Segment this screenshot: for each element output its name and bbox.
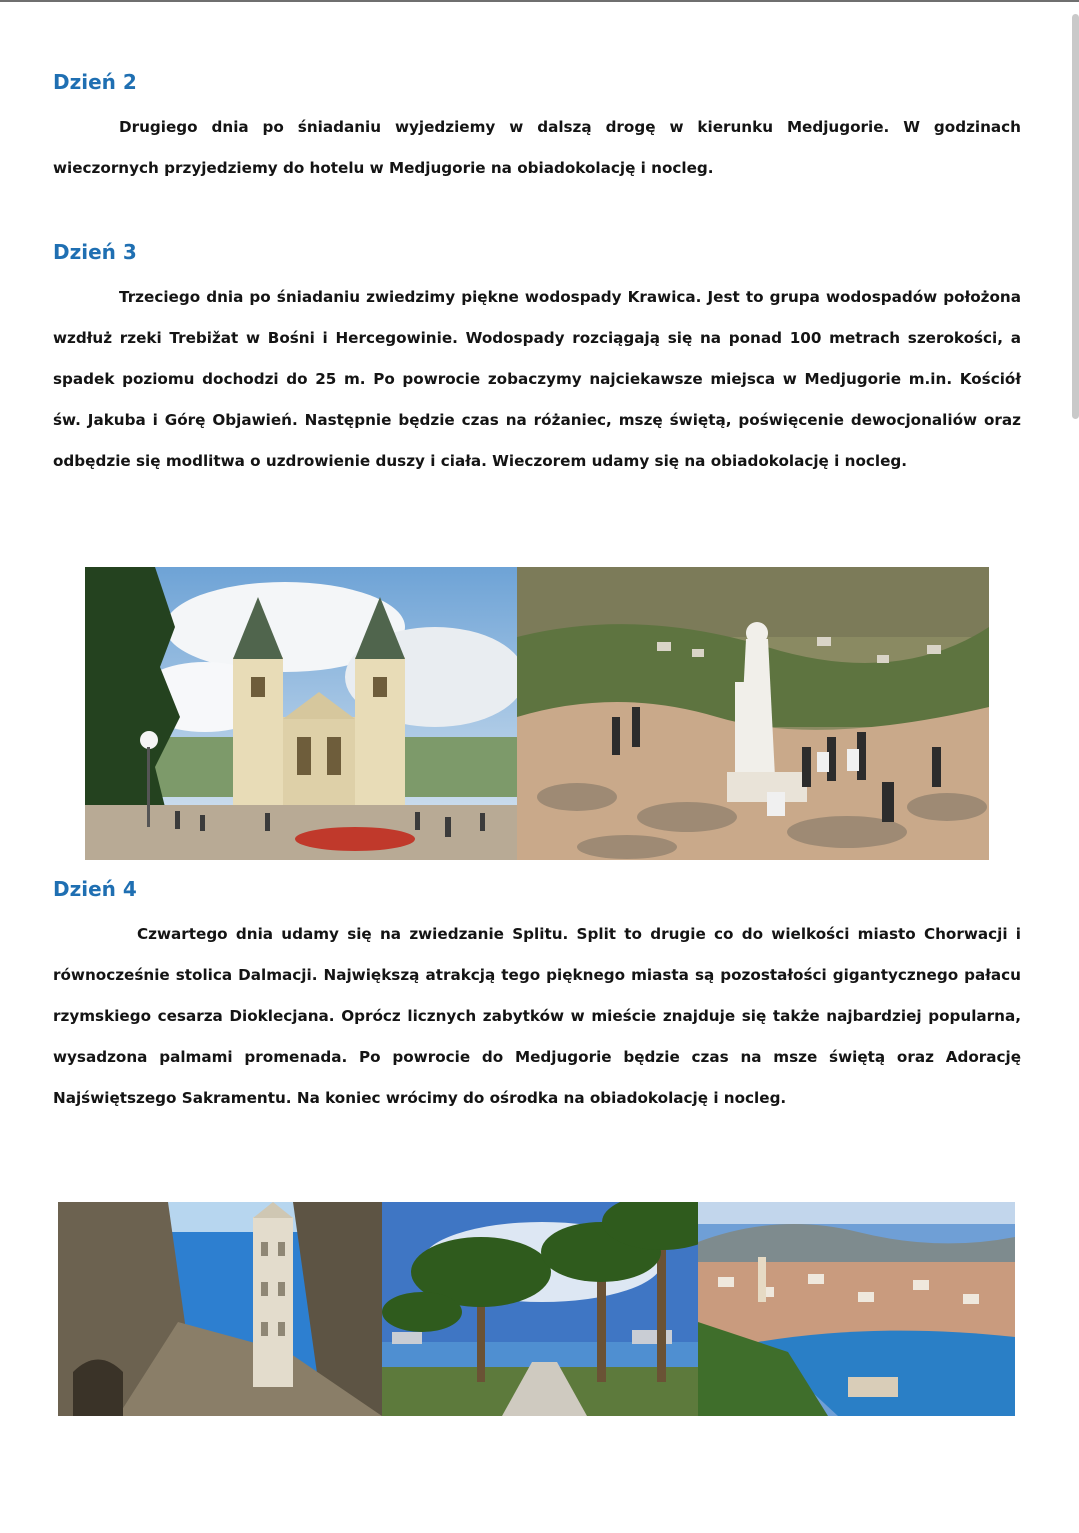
split-city-photo [698, 1202, 1015, 1416]
paragraph-day-4-text: Czwartego dnia udamy się na zwiedzanie Splitu. Split to drugie co do wielkości miasto Chorwacji i równocześnie stolica Dalmacji. Największą atrakcją tego pięknego miasta są pozostałości gigantycznego pałacu rzymskiego cesarza Dioklecjana. Oprócz licznych zabytków w mieście znajduje się także najbardziej popularna, wysadzona palmami promenada. Po powrocie do Medjugorie będzie czas na msze świętą oraz Adorację Najświętszego Sakramentu. Na koniec wrócimy do ośrodka na obiadokolację i nocleg. [53, 925, 1021, 1107]
palm-promenade-photo [382, 1202, 698, 1416]
heading-day-2: Dzień 2 [53, 70, 137, 94]
heading-day-3: Dzień 3 [53, 240, 137, 264]
heading-day-4: Dzień 4 [53, 877, 137, 901]
apparition-hill-photo [517, 567, 989, 860]
diocletian-palace-photo [58, 1202, 382, 1416]
church-photo [85, 567, 517, 860]
paragraph-day-3-text: Trzeciego dnia po śniadaniu zwiedzimy piękne wodospady Krawica. Jest to grupa wodospadów położona wzdłuż rzeki Trebižat w Bośni i Hercegowinie. Wodospady rozciągają się na ponad 100 metrach szerokości, a spadek poziomu dochodzi do 25 m. Po powrocie zobaczymy najciekawsze miejsca w Medjugorie m.in. Kościół św. Jakuba i Górę Objawień. Następnie będzie czas na różaniec, mszę świętą, poświęcenie dewocjonaliów oraz odbędzie się modlitwa o uzdrowienie duszy i ciała. Wieczorem udamy się na obiadokolację i nocleg. [53, 288, 1021, 470]
paragraph-day-4 [53, 914, 1021, 1119]
paragraph-day-3 [53, 277, 1021, 482]
paragraph-day-2 [53, 107, 1021, 189]
paragraph-day-2-text: Drugiego dnia po śniadaniu wyjedziemy w dalszą drogę w kierunku Medjugorie. W godzinach wieczornych przyjedziemy do hotelu w Medjugorie na obiadokolację i nocleg. [53, 118, 1021, 177]
